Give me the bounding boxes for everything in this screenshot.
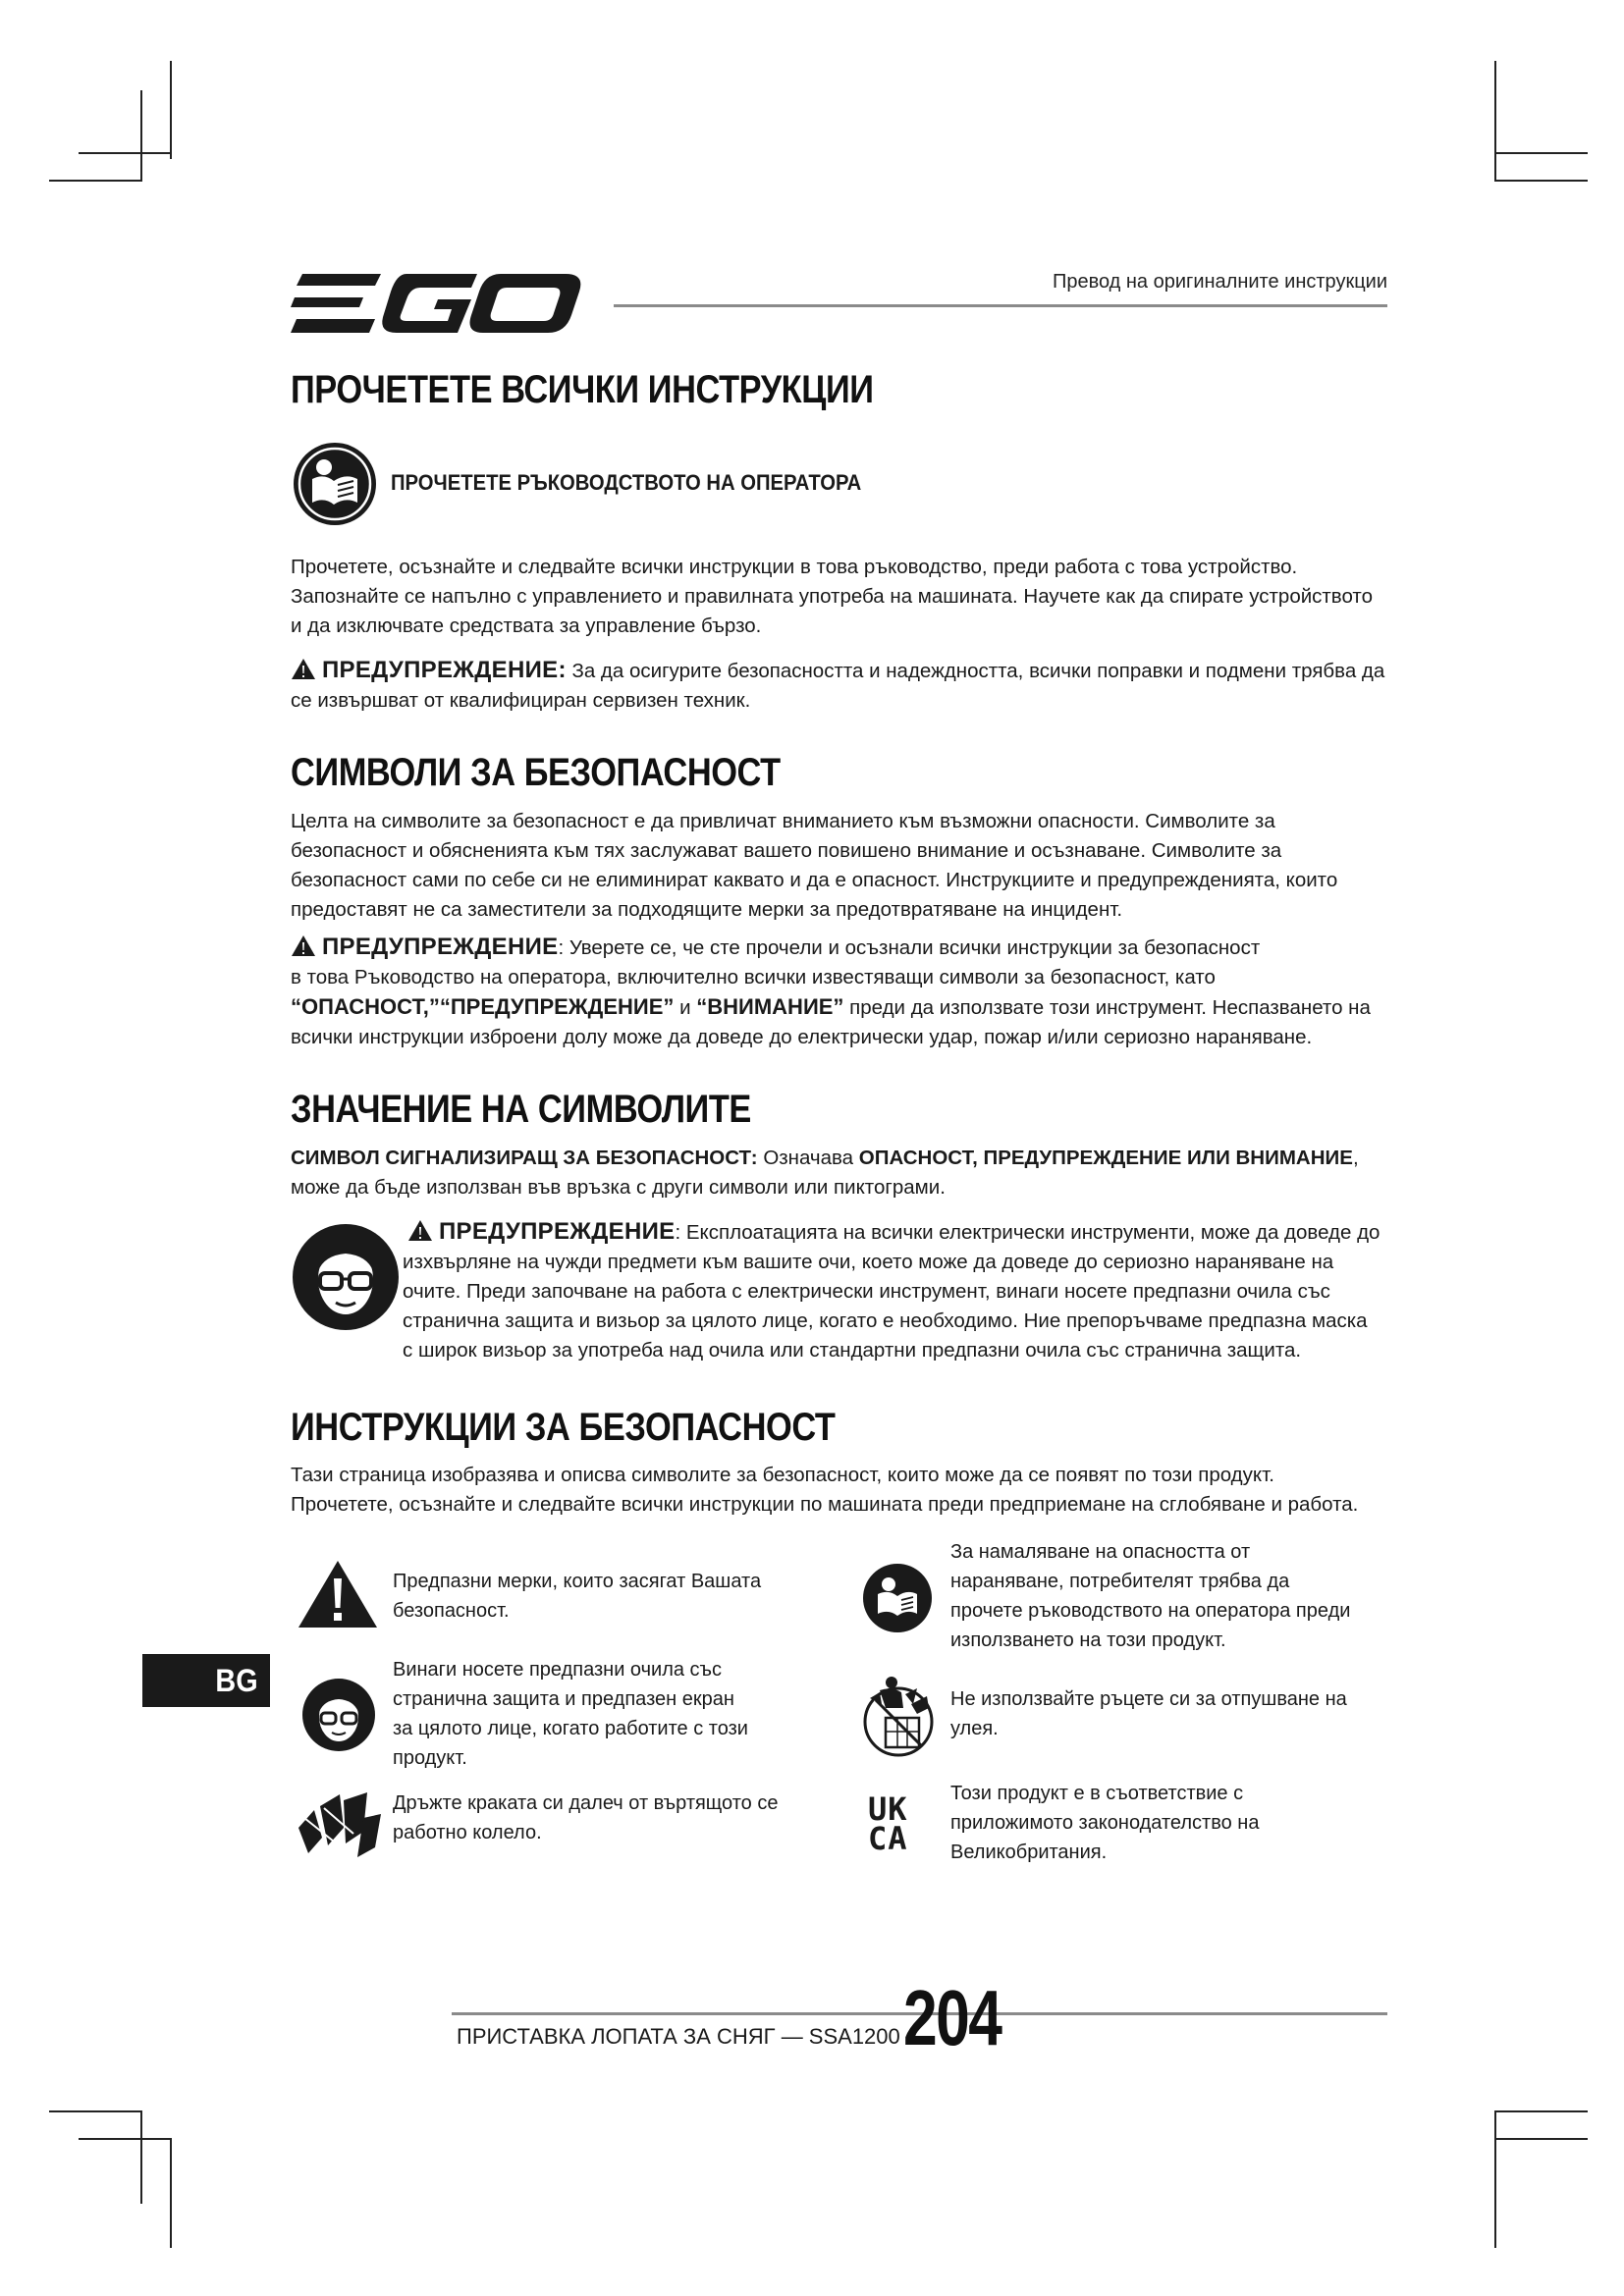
text-line: За да осигурите безопасността и надеждността, всички поправки и подмени трябва да: [571, 660, 1385, 682]
text-line: продукт.: [393, 1747, 467, 1769]
text-line: за цялото лице, когато работите с този: [393, 1718, 748, 1739]
text-line: ,: [1352, 1147, 1359, 1169]
crop-mark: [79, 152, 172, 154]
text-line: Целта на символите за безопасност е да привличат вниманието към възможни опасности. Символите за: [291, 810, 1275, 832]
ukca-bottom: CA: [868, 1820, 908, 1857]
text-line: работно колело.: [393, 1822, 542, 1843]
text-line: Прочетете, осъзнайте и следвайте всички инструкции в това ръководство, преди работа с това устройство.: [291, 556, 1298, 578]
warning-triangle-icon: [291, 658, 316, 680]
text-line: Предпазни мерки, които засягат Вашата: [393, 1571, 762, 1592]
crop-mark: [79, 2138, 172, 2140]
crop-mark: [1494, 2110, 1496, 2248]
text-line: очите. Преди започване на работа с електрически инструмент, винаги носете предпазни очила със: [403, 1280, 1330, 1303]
text-line: може да бъде използван във връзка с други символи или пиктограми.: [291, 1176, 946, 1199]
symbol-description: [393, 1655, 748, 1773]
symbol-description: [950, 1684, 1347, 1743]
text-line: Този продукт е в съответствие с: [950, 1783, 1244, 1804]
warning-label: ПРЕДУПРЕЖДЕНИЕ: [322, 934, 559, 960]
warning-triangle-icon: [291, 934, 316, 957]
warning-triangle-icon: [407, 1219, 433, 1242]
paragraph: [291, 807, 1390, 925]
warning-paragraph: [291, 933, 1390, 1052]
crop-mark: [170, 61, 172, 159]
text-line: с широк визьор за употреба над очила или стандартни предпазни очила със странична защита.: [403, 1339, 1302, 1362]
symbol-words: ОПАСНОСТ, ПРЕДУПРЕЖДЕНИЕ ИЛИ ВНИМАНИЕ: [858, 1147, 1353, 1169]
text-line: изхвърляне на чужди предмети към вашите очи, което може да доведе до сериозно нараняване на: [403, 1251, 1334, 1273]
danger-word: “ОПАСНОСТ,”: [291, 994, 440, 1019]
face-shield-icon: [291, 1222, 401, 1332]
language-tab-label: BG: [215, 1663, 258, 1698]
text-line: Не използвайте ръцете си за отпушване на: [950, 1688, 1347, 1710]
text-line: прочете ръководството на оператора преди: [950, 1600, 1351, 1622]
ukca-mark-icon: [868, 1790, 931, 1859]
text-line: улея.: [950, 1718, 999, 1739]
text-line: в това Ръководство на оператора, включително всички известяващи символи за безопасност, като: [291, 966, 1216, 988]
text-line: предоставят не са заместители за подходящите мерки за предотвратяване на инцидент.: [291, 898, 1123, 921]
warning-word: “ПРЕДУПРЕЖДЕНИЕ”: [439, 994, 675, 1019]
text-line: Прочетете, осъзнайте и следвайте всички инструкции по машината преди предприемане на сглобяване и работа.: [291, 1493, 1359, 1516]
ukca-top: UK: [868, 1790, 908, 1828]
text-line: : Експлоатацията на всички електрически инструменти, може да доведе до: [675, 1221, 1380, 1244]
crop-mark: [1494, 61, 1496, 181]
crop-mark: [1494, 152, 1588, 154]
read-manual-label: ПРОЧЕТЕТЕ РЪКОВОДСТВОТО НА ОПЕРАТОРА: [391, 470, 862, 495]
ego-logo: [291, 270, 585, 337]
text-line: всички инструкции изброени долу може да доведе до електрически удар, пожар и/или сериозно нараняване.: [291, 1026, 1313, 1048]
crop-mark: [170, 2138, 172, 2248]
text-line: странична защита и предпазен екран: [393, 1688, 734, 1710]
text-line: безопасност сами по себе си не елиминират каквато и да е опасност. Инструкциите и предупрежденията, които: [291, 869, 1338, 891]
symbol-label: СИМВОЛ СИГНАЛИЗИРАЩ ЗА БЕЗОПАСНОСТ:: [291, 1147, 758, 1169]
text-line: странична защита и визьор за цялото лице, когато е необходимо. Ние препоръчваме предпазна маска: [403, 1309, 1368, 1332]
text-line: нараняване, потребителят трябва да: [950, 1571, 1290, 1592]
symbol-description: [950, 1779, 1259, 1867]
read-manual-icon: [862, 1563, 933, 1633]
text-line: използването на този продукт.: [950, 1629, 1226, 1651]
text-line: Дръжте краката си далеч от въртящото се: [393, 1792, 779, 1814]
warning-triangle-icon: [297, 1559, 379, 1629]
no-hands-chute-icon: [856, 1675, 941, 1757]
text-line: безопасност.: [393, 1600, 510, 1622]
crop-mark: [49, 180, 142, 182]
text-line: За намаляване на опасността от: [950, 1541, 1251, 1563]
section-title-symbol-meaning: ЗНАЧЕНИЕ НА СИМВОЛИТЕ: [291, 1088, 751, 1131]
crop-mark: [1494, 180, 1588, 182]
language-tab: [142, 1654, 270, 1707]
warning-label: ПРЕДУПРЕЖДЕНИЕ: [439, 1218, 676, 1245]
text-line: безопасност и обясненията към тях заслужават вашето повишено внимание и осъзнаване. Символите за: [291, 839, 1282, 862]
caution-word: “ВНИМАНИЕ”: [696, 994, 844, 1019]
text-line: се извършват от квалифициран сервизен техник.: [291, 689, 751, 712]
text-line: : Уверете се, че сте прочели и осъзнали всички инструкции за безопасност: [558, 936, 1261, 959]
crop-mark: [1494, 2138, 1588, 2140]
text-line: приложимото законодателство на: [950, 1812, 1260, 1834]
text-line: Означава: [757, 1147, 859, 1169]
rotating-impeller-icon: [295, 1789, 383, 1859]
crop-mark: [140, 90, 142, 181]
text-line: Винаги носете предпазни очила със: [393, 1659, 723, 1681]
crop-mark: [49, 2110, 142, 2112]
text-line: Тази страница изобразява и описва символите за безопасност, които може да се появят по този продукт.: [291, 1464, 1274, 1486]
text-line: Великобритания.: [950, 1842, 1108, 1863]
section-title-read-instructions: ПРОЧЕТЕТЕ ВСИЧКИ ИНСТРУКЦИИ: [291, 368, 874, 411]
safety-glasses-icon: [300, 1677, 377, 1753]
warning-label: ПРЕДУПРЕЖДЕНИЕ:: [322, 657, 567, 683]
and-word: и: [674, 996, 697, 1019]
page-number: 204: [903, 1974, 1001, 2061]
symbol-description: [393, 1567, 761, 1626]
paragraph: [291, 1144, 1390, 1202]
section-title-safety-instructions: ИНСТРУКЦИИ ЗА БЕЗОПАСНОСТ: [291, 1406, 836, 1449]
text-line: и да изключвате средствата за управление бързо.: [291, 614, 762, 637]
paragraph: [291, 1461, 1390, 1520]
paragraph: [291, 553, 1390, 641]
text-line: Запознайте се напълно с управлението и правилната употреба на машината. Научете как да спирате устройството: [291, 585, 1373, 608]
crop-mark: [140, 2110, 142, 2204]
read-manual-icon: [291, 440, 379, 528]
symbol-description: [393, 1789, 778, 1847]
text-line: преди да използвате този инструмент. Неспазването на: [843, 996, 1371, 1019]
warning-paragraph: [403, 1217, 1394, 1365]
section-title-safety-symbols: СИМВОЛИ ЗА БЕЗОПАСНОСТ: [291, 751, 781, 794]
footer-product: ПРИСТАВКА ЛОПАТА ЗА СНЯГ — SSA1200: [457, 2024, 900, 2049]
warning-paragraph: [291, 656, 1390, 716]
symbol-description: [950, 1537, 1350, 1655]
header-subtitle: Превод на оригиналните инструкции: [1052, 271, 1387, 293]
header-rule: [614, 304, 1387, 307]
crop-mark: [1494, 2110, 1588, 2112]
